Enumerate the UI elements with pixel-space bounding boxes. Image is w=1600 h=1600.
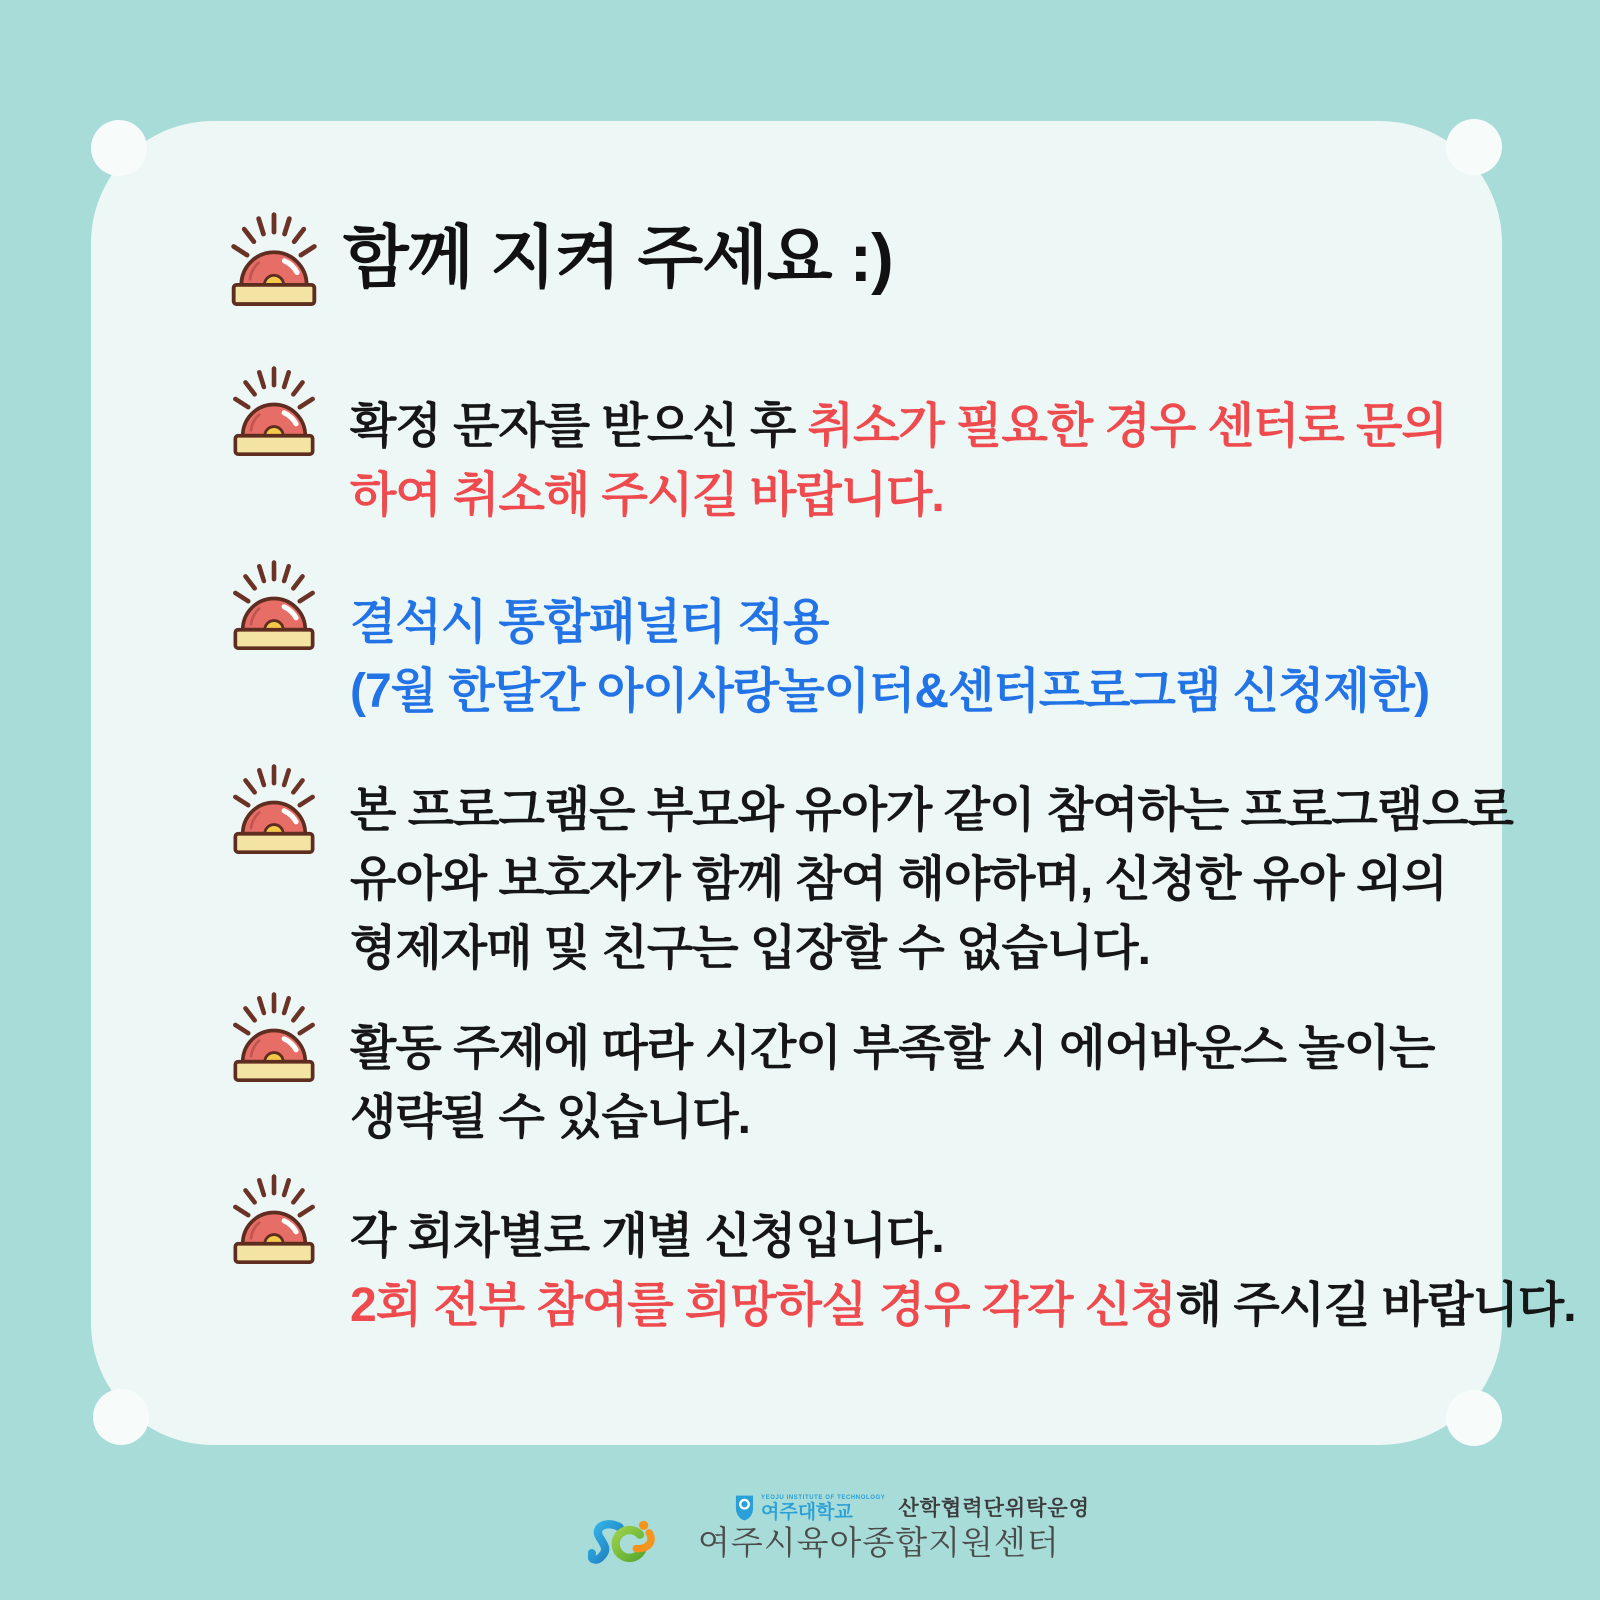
text-segment: 결석시 통합패널티 적용 xyxy=(350,596,829,649)
footer-center-row xyxy=(588,1518,1060,1568)
text-segment: (7월 한달간 아이사랑놀이터&센터프로그램 신청제한) xyxy=(350,665,1430,718)
text-segment: 생략될 수 있습니다. xyxy=(350,1091,750,1144)
text-line xyxy=(350,657,1429,726)
text-segment: 활동 주제에 따라 시간이 부족할 시 에어바운스 놀이는 xyxy=(350,1022,1435,1075)
bullet-text-2 xyxy=(350,588,1429,726)
text-segment: 2회 전부 참여를 희망하실 경우 각각 신청 xyxy=(350,1279,1176,1332)
siren-icon xyxy=(228,1172,320,1264)
center-logo-icon xyxy=(588,1518,690,1568)
text-line xyxy=(350,1014,1434,1083)
operation-label: 산학협력단위탁운영 xyxy=(898,1497,1090,1520)
text-line xyxy=(350,1202,1576,1271)
text-line xyxy=(350,776,1513,845)
bullet-text-5 xyxy=(350,1202,1576,1340)
text-line xyxy=(350,845,1513,914)
bullet-text-1 xyxy=(350,392,1447,530)
corner-dot-top-left xyxy=(91,120,147,176)
siren-icon xyxy=(228,558,320,650)
text-line xyxy=(350,588,1429,657)
text-segment: 각 회차별로 개별 신청입니다. xyxy=(350,1210,944,1263)
text-line xyxy=(350,914,1513,983)
text-segment: 본 프로그램은 부모와 유아가 같이 참여하는 프로그램으로 xyxy=(350,784,1513,837)
bullet-text-3 xyxy=(350,776,1513,983)
text-segment: 취소가 필요한 경우 센터로 문의 xyxy=(807,400,1447,453)
bullet-text-4 xyxy=(350,1014,1434,1152)
siren-icon xyxy=(226,210,322,306)
text-segment: 하여 취소해 주시길 바랍니다. xyxy=(350,469,944,522)
text-line xyxy=(350,392,1447,461)
text-segment: 확정 문자를 받으신 후 xyxy=(350,400,808,453)
text-line xyxy=(350,1083,1434,1152)
siren-icon xyxy=(228,762,320,854)
center-name: 여주시육아종합지원센터 xyxy=(698,1524,1060,1561)
text-line xyxy=(350,1271,1576,1340)
text-segment: 형제자매 및 친구는 입장할 수 없습니다. xyxy=(350,922,1150,975)
text-segment: 해 주시길 바랍니다. xyxy=(1175,1279,1576,1332)
siren-icon xyxy=(228,990,320,1082)
text-segment: 유아와 보호자가 함께 참여 해야하며, 신청한 유아 외의 xyxy=(350,853,1447,906)
corner-dot-top-right xyxy=(1446,119,1502,175)
corner-dot-bottom-left xyxy=(93,1389,149,1445)
siren-icon xyxy=(228,364,320,456)
university-name: 여주대학교 xyxy=(761,1502,853,1523)
page-title: 함께 지켜 주세요 :) xyxy=(343,220,893,296)
corner-dot-bottom-right xyxy=(1446,1390,1502,1446)
university-name-en: YEOJU INSTITUTE OF TECHNOLOGY xyxy=(761,1495,886,1501)
text-line xyxy=(350,461,1447,530)
